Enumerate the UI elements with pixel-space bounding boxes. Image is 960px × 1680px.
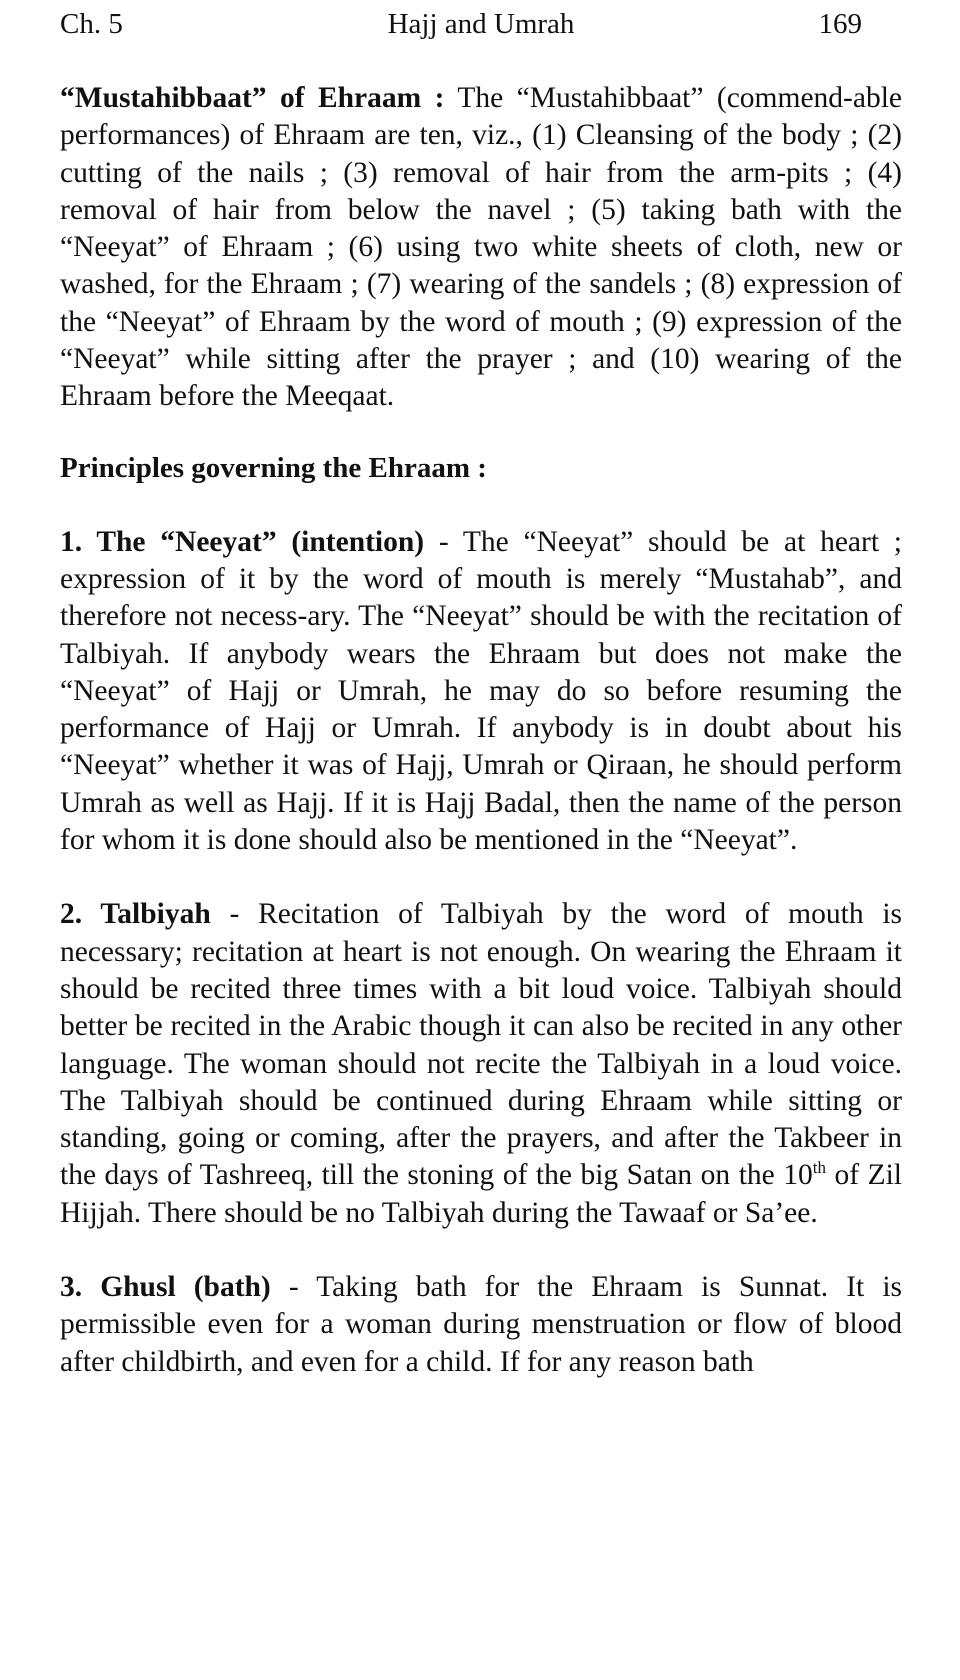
principle-neeyat-text: - The “Neeyat” should be at heart ; expression of it by the word of mouth is merely “Mustahab”, and therefore not necess-ary. The “Neeyat” should be with the recitation of Talbiyah. If anybody wears the Ehraam but does not make the “Neeyat” of Hajj or Umrah, he may do so before resuming the performance of Hajj or Umrah. If anybody is in doubt about his “Neeyat” whether it was of Hajj, Umrah or Qiraan, he should perform Umrah as well as Hajj. If it is Hajj Badal, then the name of the person for whom it is done should also be mentioned in the “Neeyat”. [60,525,902,857]
mustahibbaat-text: The “Mustahibbaat” (commend-able performances) of Ehraam are ten, viz., (1) Cleansing of the body ; (2) cutting of the nails ; (3) removal of hair from the arm-pits ; (4) removal of hair from below the navel ; (5) taking bath with the “Neeyat” of Ehraam ; (6) using two white sheets of cloth, new or washed, for the Ehraam ; (7) wearing of the sandels ; (8) expression of the “Neeyat” of Ehraam by the word of mouth ; (9) expression of the “Neeyat” while sitting after the prayer ; and (10) wearing of the Ehraam before the Meeqaat. [60,82,902,413]
principle-ghusl-text: - Taking bath for the Ehraam is Sunnat. It is permissible even for a woman during menstruation or flow of blood after childbirth, and even for a child. If for any reason bath [60,1271,902,1378]
principle-ghusl-lead: 3. Ghusl (bath) [60,1271,271,1304]
principle-talbiyah-text: - Recitation of Talbiyah by the word of mouth is necessary; recitation at heart is not enough. On wearing the Ehraam it should be recited three times with a bit loud voice. Talbiyah should better be recited in the Arabic though it can also be recited in any other language. The woman should not recite the Talbiyah in a loud voice. The Talbiyah should be continued during Ehraam while sitting or standing, going or coming, after the prayers, and after the Takbeer in the days of Tashreeq, till the stoning of the big Satan on the 10 [60,898,902,1192]
page-number: 169 [818,8,862,40]
principle-neeyat-paragraph [60,524,902,860]
chapter-title: Hajj and Umrah [387,8,575,40]
mustahibbaat-lead: “Mustahibbaat” of Ehraam : [60,82,445,114]
principle-talbiyah-text-end: of Zil Hijjah. There should be no Talbiyah during the Tawaaf or Sa’ee. [60,1159,902,1229]
book-page [60,0,902,1381]
principle-neeyat-lead: 1. The “Neeyat” (intention) [60,525,425,558]
ordinal-suffix: th [812,1158,826,1178]
mustahibbaat-paragraph [60,80,902,416]
chapter-label: Ch. 5 [60,8,123,40]
principles-heading: Principles governing the Ehraam : [60,451,487,484]
principle-talbiyah-lead: 2. Talbiyah [60,898,211,931]
principle-ghusl-paragraph [60,1269,902,1381]
principle-talbiyah-paragraph [60,896,902,1232]
running-head [60,4,902,50]
